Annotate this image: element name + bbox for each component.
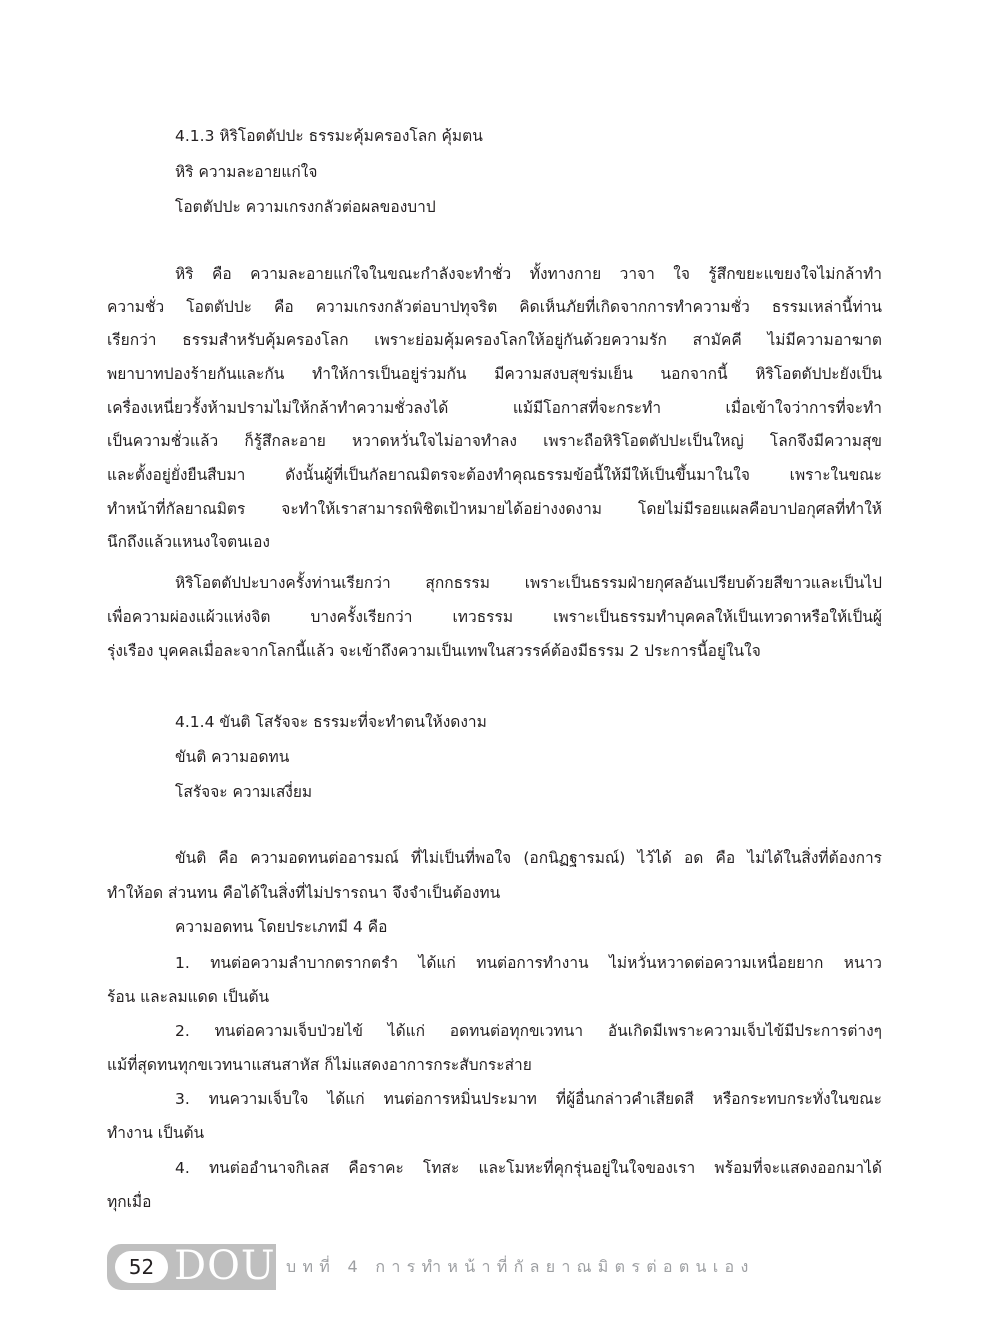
- paragraph-line: ทำหน้าที่กัลยาณมิตร จะทำให้เราสามารถพิชิตเป้าหมายได้อย่างงดงาม โดยไม่มีรอยแผลคือบาปอกุศลที่ทำให้: [107, 500, 882, 518]
- list-item: 4. ทนต่ออำนาจกิเลส คือราคะ โทสะ และโมหะที่คุกรุ่นอยู่ในใจของเรา พร้อมที่จะแสดงออกมาได้: [175, 1159, 882, 1177]
- paragraph-line: เครื่องเหนี่ยวรั้งห้ามปรามไม่ให้กล้าทำความชั่วลงได้ แม้มีโอกาสที่จะกระทำ เมื่อเข้าใจว่าการที่จะทำ: [107, 399, 882, 417]
- paragraph-line: นึกถึงแล้วแหนงใจตนเอง: [107, 533, 270, 551]
- list-item-continuation: ร้อน และลมแดด เป็นต้น: [107, 988, 270, 1006]
- paragraph-line: ขันติ คือ ความอดทนต่ออารมณ์ ที่ไม่เป็นที่พอใจ (อกนิฏฐารมณ์) ไว้ได้ อด คือ ไม่ได้ในสิ่งที่ต้องการ: [175, 849, 882, 867]
- page-number: 52: [115, 1251, 168, 1283]
- list-item-continuation: ทุกเมื่อ: [107, 1193, 152, 1211]
- section-heading-4-1-3: 4.1.3 หิริโอตตัปปะ ธรรมะคุ้มครองโลก คุ้มตน: [175, 127, 483, 145]
- list-item: 1. ทนต่อความลำบากตรากตรำ ได้แก่ ทนต่อการทำงาน ไม่หวั่นหวาดต่อความเหนื่อยยาก หนาว: [175, 954, 882, 972]
- list-item: 2. ทนต่อความเจ็บป่วยไข้ ได้แก่ อดทนต่อทุกขเวทนา อันเกิดมีเพราะความเจ็บไข้มีประการต่างๆ: [175, 1022, 882, 1040]
- definition-hiri: หิริ ความละอายแก่ใจ: [175, 163, 318, 181]
- paragraph-line: ทำให้อด ส่วนทน คือได้ในสิ่งที่ไม่ปรารถนา จึงจำเป็นต้องทน: [107, 884, 501, 902]
- chapter-title: บทที่ 4 การทำหน้าที่กัลยาณมิตรต่อตนเอง: [286, 1257, 755, 1276]
- paragraph-line: เป็นความชั่วแล้ว ก็รู้สึกละอาย หวาดหวั่นใจไม่อาจทำลง เพราะถือหิริโอตตัปปะเป็นใหญ่ โลกจึงมีความสุข: [107, 432, 882, 450]
- paragraph-line: เพื่อความผ่องแผ้วแห่งจิต บางครั้งเรียกว่า เทวธรรม เพราะเป็นธรรมทำบุคคลให้เป็นเทวดาหรือให้เป็นผู้: [107, 608, 882, 626]
- list-item: 3. ทนความเจ็บใจ ได้แก่ ทนต่อการหมิ่นประมาท ที่ผู้อื่นกล่าวคำเสียดสี หรือกระทบกระทั่งในขณะ: [175, 1090, 882, 1108]
- types-intro: ความอดทน โดยประเภทมี 4 คือ: [175, 918, 388, 936]
- brand-logo: DOU: [174, 1243, 276, 1289]
- list-item-continuation: แม้ที่สุดทนทุกขเวทนาแสนสาหัส ก็ไม่แสดงอาการกระสับกระส่าย: [107, 1056, 532, 1074]
- paragraph-line: และตั้งอยู่ยั่งยืนสืบมา ดังนั้นผู้ที่เป็นกัลยาณมิตรจะต้องทำคุณธรรมข้อนี้ให้มีให้เป็นขึ้นมาในใจ เพราะในขณะ: [107, 466, 882, 484]
- list-item-continuation: ทำงาน เป็นต้น: [107, 1124, 205, 1142]
- paragraph-line: หิริ คือ ความละอายแก่ใจในขณะกำลังจะทำชั่ว ทั้งทางกาย วาจา ใจ รู้สึกขยะแขยงใจไม่กล้าทำ: [175, 265, 882, 283]
- definition-soracca: โสรัจจะ ความเสงี่ยม: [175, 783, 313, 801]
- paragraph-line: หิริโอตตัปปะบางครั้งท่านเรียกว่า สุกกธรรม เพราะเป็นธรรมฝ่ายกุศลอันเปรียบด้วยสีขาวและเป็นไป: [175, 574, 882, 592]
- paragraph-line: เรียกว่า ธรรมสำหรับคุ้มครองโลก เพราะย่อมคุ้มครองโลกให้อยู่กันด้วยความรัก สามัคคี ไม่มีความอาฆาต: [107, 331, 882, 349]
- section-heading-4-1-4: 4.1.4 ขันติ โสรัจจะ ธรรมะที่จะทำตนให้งดงาม: [175, 713, 487, 731]
- paragraph-line: ความชั่ว โอตตัปปะ คือ ความเกรงกลัวต่อบาปทุจริต คิดเห็นภัยที่เกิดจากการทำความชั่ว ธรรมเหล่านี้ท่าน: [107, 298, 882, 316]
- definition-ottappa: โอตตัปปะ ความเกรงกลัวต่อผลของบาป: [175, 198, 436, 216]
- paragraph-line: รุ่งเรือง บุคคลเมื่อละจากโลกนี้แล้ว จะเข้าถึงความเป็นเทพในสวรรค์ต้องมีธรรม 2 ประการนี้อยู่ในใจ: [107, 642, 761, 660]
- definition-khanti: ขันติ ความอดทน: [175, 748, 290, 766]
- paragraph-line: พยาบาทปองร้ายกันและกัน ทำให้การเป็นอยู่ร่วมกัน มีความสงบสุขร่มเย็น นอกจากนี้ หิริโอตตัปปะยังเป็น: [107, 365, 882, 383]
